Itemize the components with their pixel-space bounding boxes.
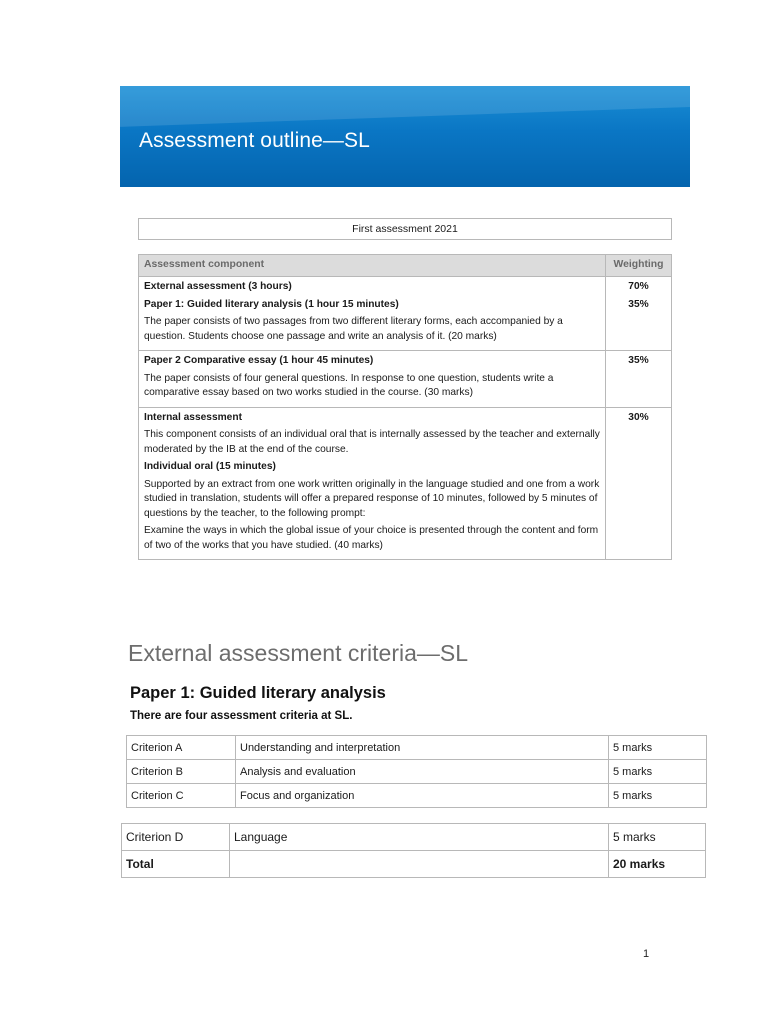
criterion-name: Analysis and evaluation [236,760,609,784]
banner-title: Assessment outline—SL [139,129,370,152]
criteria-subtitle: There are four assessment criteria at SL. [130,710,353,722]
table-row [139,407,672,560]
internal-assessment-title: Internal assessment [144,411,242,423]
first-assessment-label: First assessment 2021 [138,218,672,240]
individual-oral-title: Individual oral (15 minutes) [144,461,276,472]
paper2-description: The paper consists of four general questions. In response to one question, students write a comparative essay based on two works studied in the course. (30 marks) [144,372,554,398]
external-assessment-title: External assessment (3 hours) [144,281,292,292]
paper1-heading: Paper 1: Guided literary analysis [130,684,386,702]
criterion-name: Understanding and interpretation [236,736,609,760]
internal-cell [139,407,606,560]
header-component: Assessment component [139,255,606,277]
paper1-weight: 35% [628,298,649,310]
criterion-marks: 5 marks [609,824,706,851]
criterion-label: Criterion A [127,736,236,760]
table-row [127,760,707,784]
total-spacer [230,851,609,878]
total-label: Total [122,851,230,878]
table-row [139,277,672,351]
paper1-description: The paper consists of two passages from two different literary forms, each accompanied by a question. Students choose one passage and write an analysis of it. (20 marks) [144,316,563,342]
individual-oral-prompt: Examine the ways in which the global issue of your choice is presented through the content and form of two of the works that you have studied. (40 marks) [144,525,599,551]
criterion-label: Criterion B [127,760,236,784]
criteria-section-title: External assessment criteria—SL [128,640,469,666]
paper2-weight: 35% [606,351,672,408]
table-row [127,784,707,808]
criterion-marks: 5 marks [609,760,707,784]
total-row [122,851,706,878]
assessment-outline-table [138,254,672,560]
criterion-marks: 5 marks [609,736,707,760]
header-weighting: Weighting [606,255,672,277]
paper1-title: Paper 1: Guided literary analysis (1 hour 15 minutes) [144,298,399,310]
table-row [139,351,672,408]
criterion-label: Criterion C [127,784,236,808]
paper1-cell [139,277,606,351]
table-row [122,824,706,851]
paper2-title: Paper 2 Comparative essay (1 hour 45 minutes) [144,355,374,366]
criterion-marks: 5 marks [609,784,707,808]
weight-cell [606,277,672,351]
individual-oral-description: Supported by an extract from one work written originally in the language studied and one from a work studied in translation, students will offer a prepared response of 10 minutes, followed by 5 minutes of questions by the teacher, to the following prompt: [144,478,600,519]
internal-weight: 30% [606,407,672,560]
paper2-cell [139,351,606,408]
page-number: 1 [643,948,650,960]
total-marks: 20 marks [609,851,706,878]
internal-assessment-description: This component consists of an individual oral that is internally assessed by the teacher and externally moderated by the IB at the end of the course. [144,429,600,455]
criteria-total-table [121,823,706,878]
criterion-name: Focus and organization [236,784,609,808]
external-weight: 70% [628,281,649,292]
criteria-table [126,735,707,808]
table-row [127,736,707,760]
title-banner [120,86,690,187]
criterion-label: Criterion D [122,824,230,851]
table-header-row [139,255,672,277]
criterion-name: Language [230,824,609,851]
